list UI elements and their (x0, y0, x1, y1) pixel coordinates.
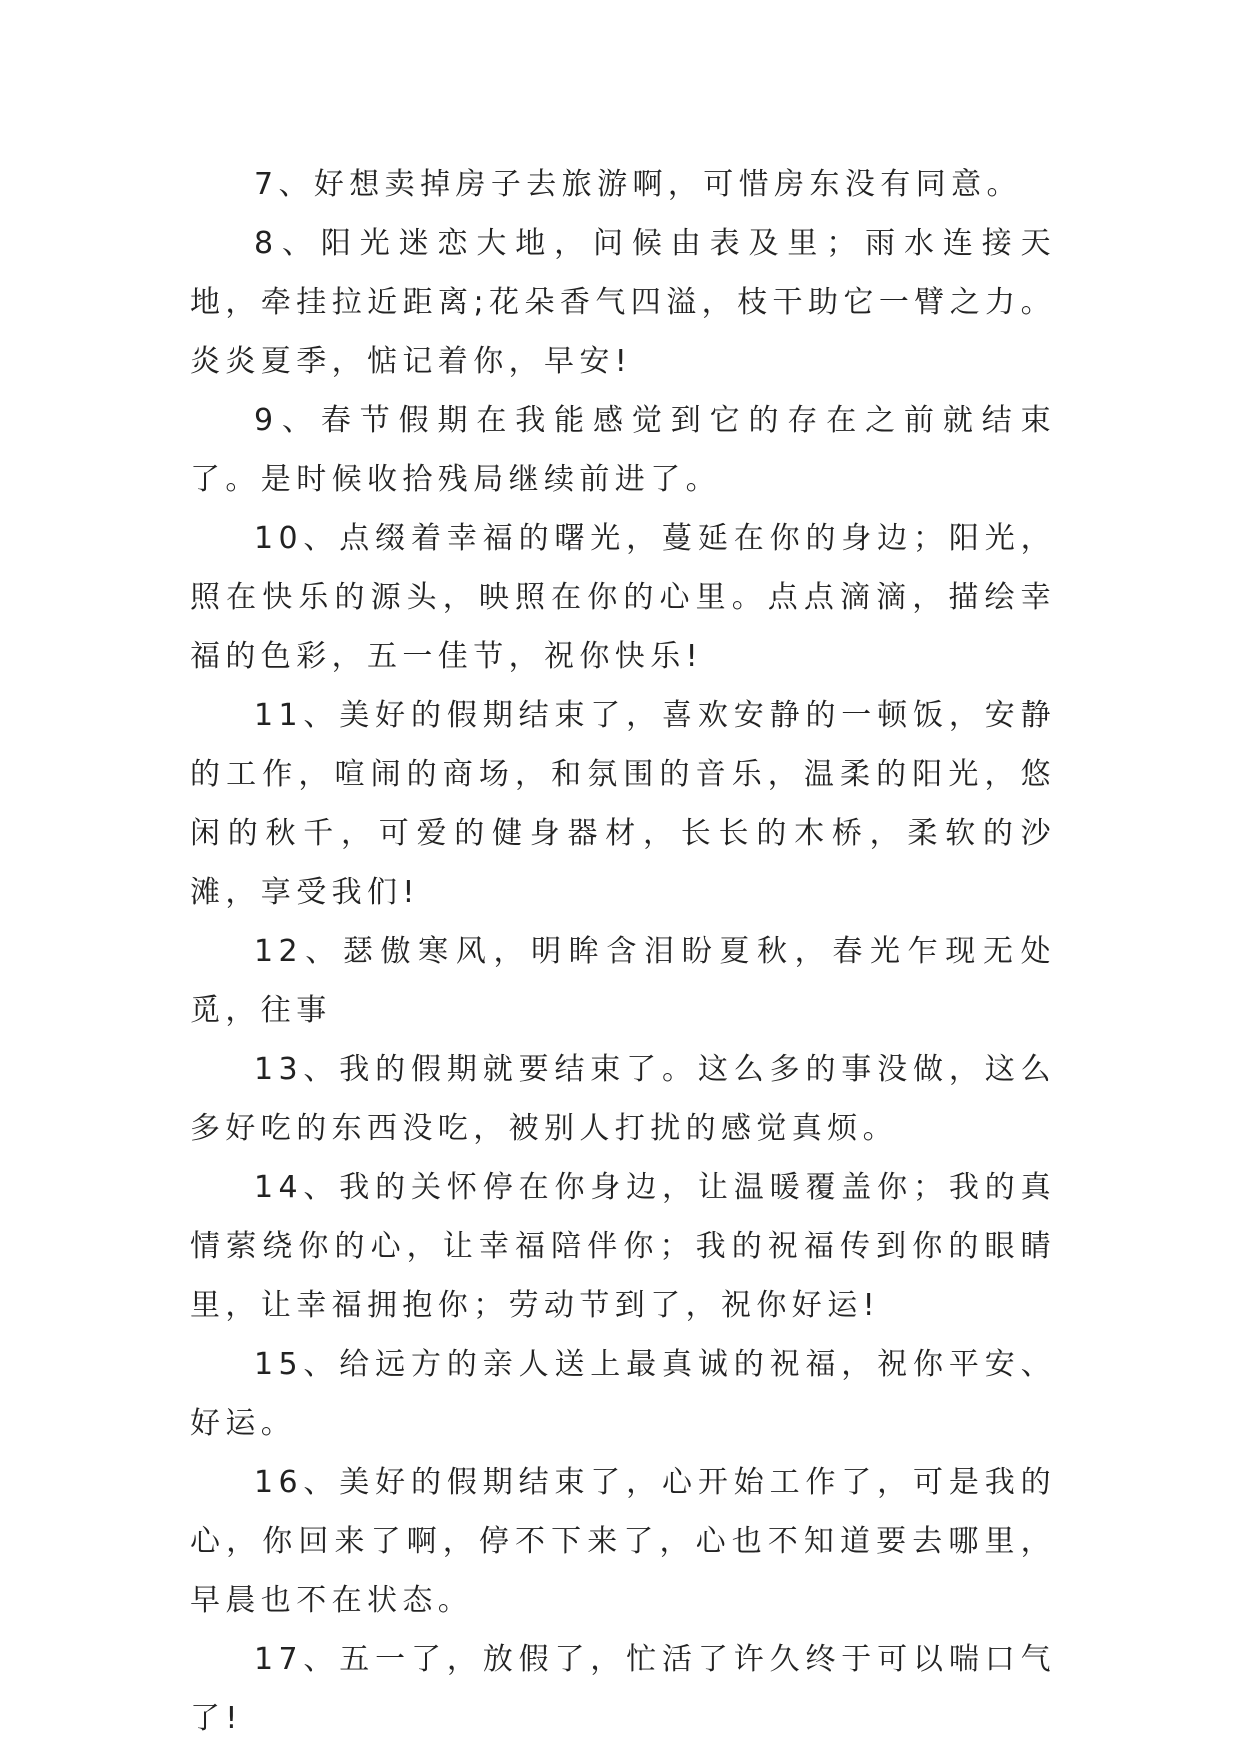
paragraph-10: 10、点缀着幸福的曙光，蔓延在你的身边；阳光，照在快乐的源头，映照在你的心里。点点滴滴，描绘幸福的色彩，五一佳节，祝你快乐! (190, 521, 1056, 674)
paragraph-8: 8、阳光迷恋大地，问候由表及里；雨水连接天地，牵挂拉近距离;花朵香气四溢，枝干助它一臂之力。炎炎夏季，惦记着你，早安! (190, 226, 1056, 379)
paragraph-14: 14、我的关怀停在你身边，让温暖覆盖你；我的真情萦绕你的心，让幸福陪伴你；我的祝福传到你的眼睛里，让幸福拥抱你；劳动节到了，祝你好运! (190, 1170, 1056, 1323)
paragraph-16: 16、美好的假期结束了，心开始工作了，可是我的心，你回来了啊，停不下来了，心也不知道要去哪里，早晨也不在状态。 (190, 1465, 1056, 1618)
paragraph-17: 17、五一了，放假了，忙活了许久终于可以喘口气了! (190, 1642, 1056, 1736)
paragraph-7: 7、好想卖掉房子去旅游啊，可惜房东没有同意。 (254, 167, 1022, 202)
paragraph-13: 13、我的假期就要结束了。这么多的事没做，这么多好吃的东西没吃，被别人打扰的感觉真烦。 (190, 1052, 1056, 1146)
document-body (190, 155, 1056, 1748)
paragraph-12: 12、瑟傲寒风，明眸含泪盼夏秋，春光乍现无处觅，往事 (190, 934, 1056, 1028)
paragraph-11: 11、美好的假期结束了，喜欢安静的一顿饭，安静的工作，喧闹的商场，和氛围的音乐，温柔的阳光，悠闲的秋千，可爱的健身器材，长长的木桥，柔软的沙滩，享受我们! (190, 698, 1056, 910)
paragraph-9: 9、春节假期在我能感觉到它的存在之前就结束了。是时候收拾残局继续前进了。 (190, 403, 1056, 497)
paragraph-15: 15、给远方的亲人送上最真诚的祝福，祝你平安、好运。 (190, 1347, 1056, 1441)
